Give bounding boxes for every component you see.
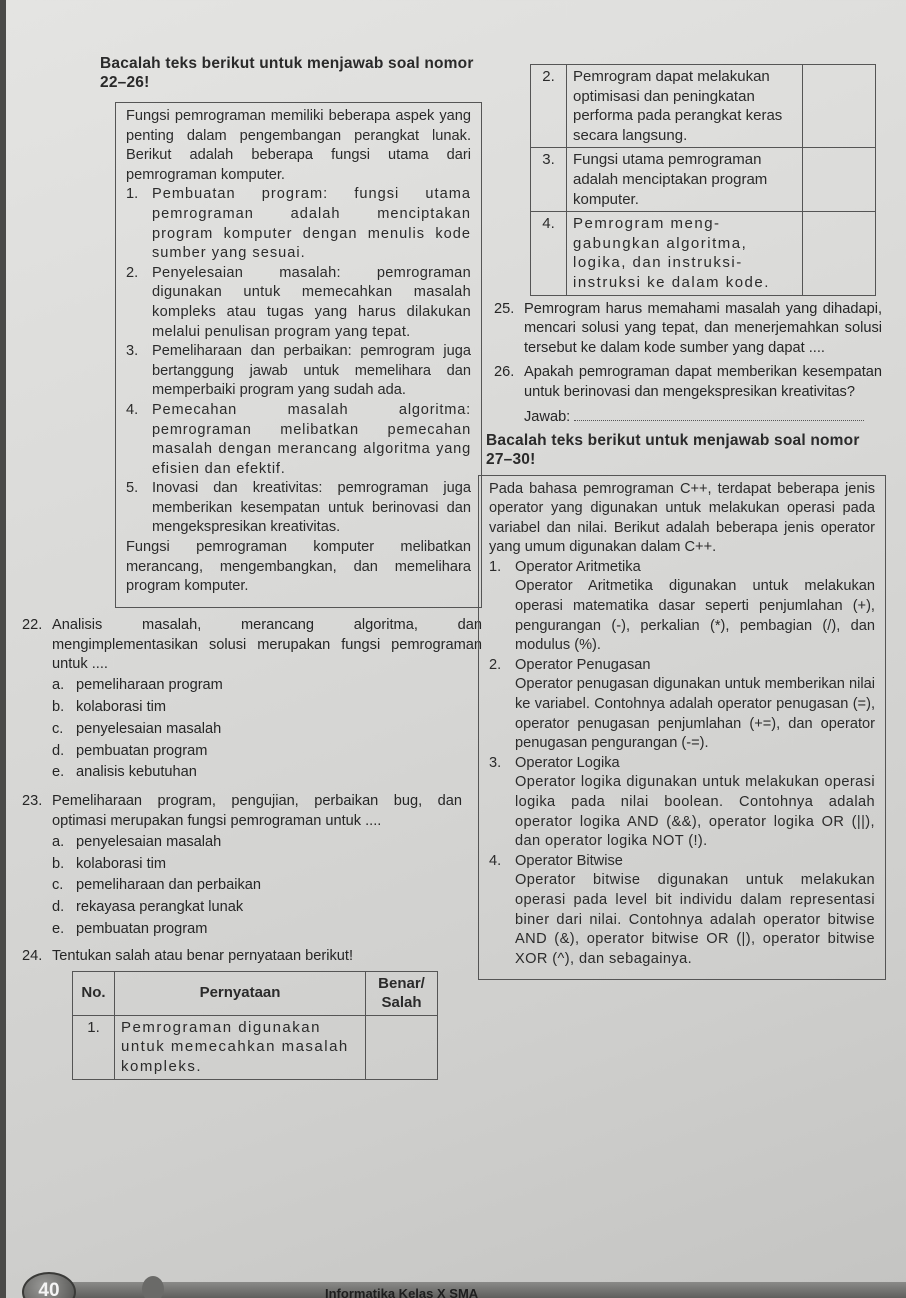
page-number-badge: 40 <box>22 1272 76 1298</box>
table-header-row: No. Pernyataan Benar/ Salah <box>73 971 438 1015</box>
footer-book-title: Informatika Kelas X SMA <box>325 1286 479 1298</box>
answer-cell[interactable] <box>803 212 876 295</box>
q22-option-b[interactable]: b. kolaborasi tim <box>52 699 167 716</box>
operator-title: Operator Penugasan <box>515 656 651 673</box>
operator-title: Operator Logika <box>515 754 620 771</box>
section1-reading-box <box>115 102 482 608</box>
section1-closing: Fungsi pemrograman komputer melibatkan merancang, mengembangkan, dan memelihara program komputer. <box>126 539 471 595</box>
operator-title: Operator Bitwise <box>515 852 623 869</box>
q22-option-a[interactable]: a. pemeliharaan program <box>52 677 223 694</box>
operator-title: Operator Aritmetika <box>515 558 641 575</box>
section2-reading-box <box>478 475 886 981</box>
true-false-table-part1 <box>72 971 438 1080</box>
section1-function-list <box>126 185 471 538</box>
table-row: 2. Pemrogram dapat melakukan optimisasi dan peningkatan performa pada perangkat keras secara langsung. <box>531 65 876 148</box>
q23-option-b[interactable]: b. kolaborasi tim <box>52 855 167 872</box>
q26-answer-row <box>524 407 882 425</box>
answer-label: Jawab: <box>524 408 571 425</box>
operator-item-logic: 3. Operator Logika Operator logika digunakan untuk melakukan operasi logika pada nilai boolean. Contohnya adalah operator logika AND (&&), operator logika OR (||), dan operator logika NOT (!). <box>489 754 875 850</box>
operator-item-arithmetic: 1. Operator Aritmetika Operator Aritmetika digunakan untuk melakukan operasi matematika dasar seperti penjumlahan (+), pengurangan (-), perkalian (*), pembagian (/), dan modulus (%). <box>489 558 875 654</box>
q23-option-d[interactable]: d. rekayasa perangkat lunak <box>52 899 244 916</box>
operator-list <box>489 558 875 969</box>
q22-option-d[interactable]: d. pembuatan program <box>52 742 208 759</box>
question-23: 23. Pemeliharaan program, pengujian, perbaikan bug, dan optimasi merupakan fungsi pemrograman untuk .... a. penyelesaian masalah b. kolaborasi tim c. pemeliharaan dan perbaikan d. rekayasa perangkat lunak e. pembuatan program <box>22 792 462 941</box>
footer-decoration-knob <box>142 1276 164 1298</box>
q22-option-e[interactable]: e. analisis kebutuhan <box>52 764 197 781</box>
question-26: 26. Apakah pemrograman dapat memberikan kesempatan untuk berinovasi dan mengekspresikan kreativitas? Jawab: <box>494 363 882 425</box>
function-item: 1. Pembuatan program: fungsi utama pemrograman adalah menciptakan program komputer dengan menulis kode sumber yang sesuai. <box>126 186 471 262</box>
function-item: 3. Pemeliharaan dan perbaikan: pemrogram juga bertanggung jawab untuk memelihara dan memperbaiki program yang sudah ada. <box>126 343 471 399</box>
function-item: 2. Penyelesaian masalah: pemrograman digunakan untuk memecahkan masalah kompleks atau tugas yang harus dilakukan melalui penulisan program yang tepat. <box>126 264 471 340</box>
q22-options <box>52 675 482 784</box>
table-row: 1. Pemrograman digunakan untuk memecahkan masalah kompleks. <box>73 1015 438 1079</box>
true-false-table-part2 <box>530 64 876 296</box>
operator-item-bitwise: 4. Operator Bitwise Operator bitwise digunakan untuk melakukan operasi pada level bit individu dalam representasi biner dari nilai. Contohnya adalah operator bitwise AND (&), operator bitwise OR (|), operator bitwise XOR (^), dan sebagainya. <box>489 852 875 967</box>
section1-intro: Fungsi pemrograman memiliki beberapa aspek yang penting dalam pengembangan perangkat lunak. Berikut adalah beberapa fungsi utama dari pemrograman komputer. <box>126 108 471 183</box>
page-edge-shadow <box>0 0 6 1298</box>
function-item: 4. Pemecahan masalah algoritma: pemrograman melibatkan pemecahan masalah dengan merancang algoritma yang efisien dan efektif. <box>126 401 471 477</box>
operator-item-assignment: 2. Operator Penugasan Operator penugasan digunakan untuk memberikan nilai ke variabel. Contohnya adalah operator penugasan (=), operator penugasan penjumlahan (+=), dan operator penugasan pengurangan (-=). <box>489 656 875 752</box>
right-column <box>466 64 886 980</box>
answer-cell[interactable] <box>366 1015 438 1079</box>
table-row: 3. Fungsi utama pemrograman adalah menciptakan program komputer. <box>531 148 876 212</box>
footer-bar <box>60 1282 906 1298</box>
answer-cell[interactable] <box>803 65 876 148</box>
table-row: 4. Pemrogram meng-gabungkan algoritma, logika, dan instruksi-instruksi ke dalam kode. <box>531 212 876 295</box>
q23-option-c[interactable]: c. pemeliharaan dan perbaikan <box>52 877 261 894</box>
left-column <box>22 54 482 1080</box>
answer-input-line[interactable] <box>574 407 864 421</box>
section1-instruction: Bacalah teks berikut untuk menjawab soal nomor 22–26! <box>100 55 474 91</box>
q23-option-a[interactable]: a. penyelesaian masalah <box>52 833 222 850</box>
q23-options <box>52 832 462 941</box>
question-22: 22. Analisis masalah, merancang algoritma, dan mengimplementasikan solusi merupakan fungsi pemrograman untuk .... a. pemeliharaan program b. kolaborasi tim c. penyelesaian masalah d. pembuatan program e. analisis kebutuhan <box>22 616 482 784</box>
question-25: 25. Pemrogram harus memahami masalah yang dihadapi, mencari solusi yang tepat, dan menerjemahkan solusi tersebut ke dalam kode sumber yang dapat .... <box>494 300 882 357</box>
section2-intro: Pada bahasa pemrograman C++, terdapat beberapa jenis operator yang digunakan untuk melakukan operasi pada variabel dan nilai. Berikut adalah beberapa jenis operator yang umum digunakan dalam C++. <box>489 480 875 556</box>
page-footer <box>0 1272 906 1298</box>
q22-option-c[interactable]: c. penyelesaian masalah <box>52 720 222 737</box>
answer-cell[interactable] <box>803 148 876 212</box>
q23-option-e[interactable]: e. pembuatan program <box>52 921 208 937</box>
section2-instruction: Bacalah teks berikut untuk menjawab soal nomor 27–30! <box>486 431 860 468</box>
question-24: 24. Tentukan salah atau benar pernyataan berikut! No. Pernyataan Benar/ Salah 1. Pemrograman digunakan untuk memecahkan masalah kompleks. <box>22 947 482 1080</box>
function-item: 5. Inovasi dan kreativitas: pemrograman juga memberikan kesempatan untuk berinovasi dan mengekspresikan kreativitas. <box>126 480 471 536</box>
